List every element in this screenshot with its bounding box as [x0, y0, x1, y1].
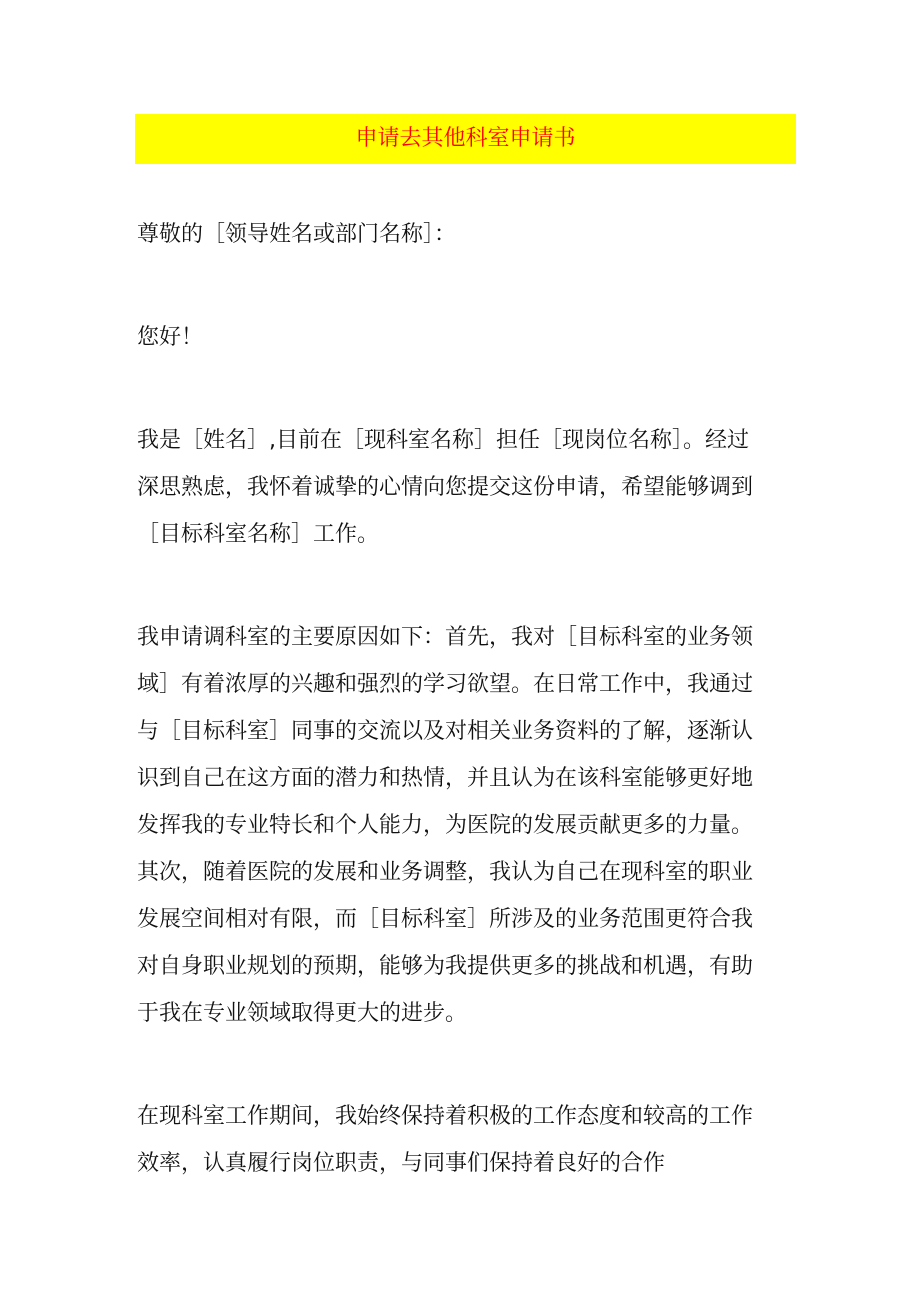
- paragraph-line: 于我在专业领域取得更大的进步。: [137, 1001, 468, 1026]
- paragraph-line: 我是［姓名］,目前在［现科室名称］担任［现岗位名称］。经过: [137, 428, 749, 453]
- paragraph-gap: [137, 558, 797, 614]
- paragraph-intro: [137, 417, 797, 558]
- letter-body: [137, 211, 797, 1187]
- paragraph-gap: [137, 1037, 797, 1093]
- title-banner: [135, 114, 796, 164]
- salutation: [137, 211, 797, 258]
- paragraph-line: 深思熟虑，我怀着诚挚的心情向您提交这份申请，希望能够调到: [137, 475, 754, 500]
- paragraph-line: 域］有着浓厚的兴趣和强烈的学习欲望。在日常工作中，我通过: [137, 672, 754, 697]
- paragraph-reasons: [137, 614, 797, 1037]
- paragraph-gap: [137, 361, 797, 417]
- greeting-text: 您好！: [137, 325, 204, 350]
- paragraph-line: 在现科室工作期间，我始终保持着积极的工作态度和较高的工作: [137, 1104, 754, 1129]
- paragraph-line: 效率，认真履行岗位职责，与同事们保持着良好的合作: [137, 1151, 666, 1176]
- paragraph-line: 我申请调科室的主要原因如下：首先，我对［目标科室的业务领: [137, 625, 754, 650]
- document-title: 申请去其他科室申请书: [355, 126, 576, 151]
- paragraph-line: ［目标科室名称］工作。: [137, 522, 380, 547]
- paragraph-line: 对自身职业规划的预期，能够为我提供更多的挑战和机遇，有助: [137, 954, 754, 979]
- paragraph-line: 发挥我的专业特长和个人能力，为医院的发展贡献更多的力量。: [137, 813, 754, 838]
- paragraph-line: 其次，随着医院的发展和业务调整，我认为自己在现科室的职业: [137, 860, 754, 885]
- paragraph-line: 与［目标科室］同事的交流以及对相关业务资料的了解，逐渐认: [137, 719, 754, 744]
- paragraph-gap: [137, 258, 797, 314]
- greeting: [137, 314, 797, 361]
- paragraph-performance: [137, 1093, 797, 1187]
- paragraph-line: 发展空间相对有限，而［目标科室］所涉及的业务范围更符合我: [137, 907, 754, 932]
- salutation-text: 尊敬的［领导姓名或部门名称］：: [137, 222, 457, 247]
- paragraph-line: 识到自己在这方面的潜力和热情，并且认为在该科室能够更好地: [137, 766, 754, 791]
